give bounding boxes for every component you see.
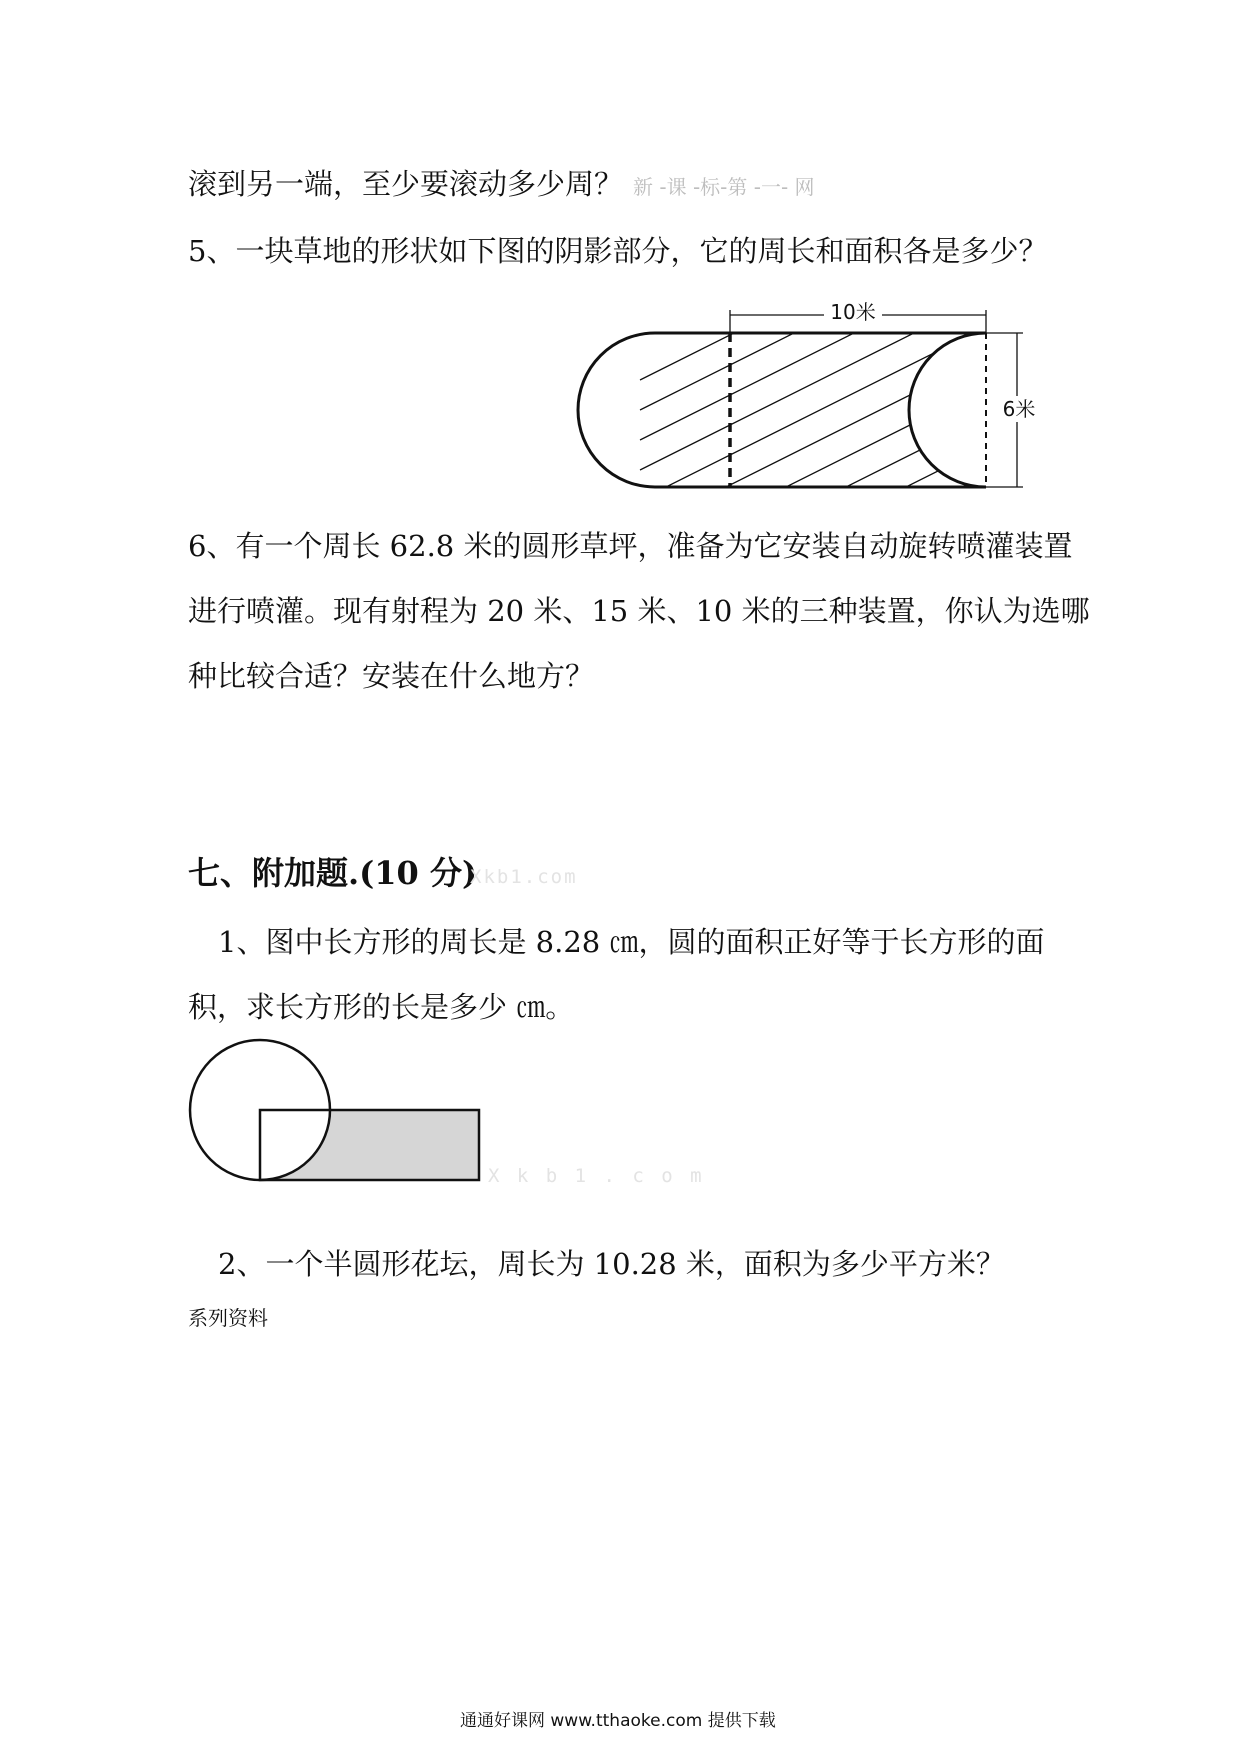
page-footer: 通通好课网 www.tthaoke.com 提供下载	[460, 1711, 776, 1731]
question-5: 5、一块草地的形状如下图的阴影部分，它的周长和面积各是多少？	[188, 234, 1048, 268]
figure-2-watermark: X k b 1 . c o m	[488, 1165, 705, 1187]
hatch-shading	[640, 190, 1020, 740]
grass-area-figure	[640, 290, 1040, 520]
section-7-watermark: Xkb1.com	[470, 866, 578, 888]
question-6-line-1: 6、有一个周长 62.8 米的圆形草坪，准备为它安装自动旋转喷灌装置	[188, 529, 1073, 563]
question-6-line-3: 种比较合适？安装在什么地方？	[188, 659, 595, 693]
watermark-text: 新 -课 -标-第 -一- 网	[633, 175, 815, 199]
bonus-question-2: 2、一个半圆形花坛，周长为 10.28 米，面积为多少平方米？	[218, 1247, 1005, 1281]
right-semicircle	[909, 333, 986, 487]
circle-rectangle-figure	[185, 1040, 505, 1180]
question-4-continuation	[188, 167, 815, 201]
height-label: 6米	[1002, 397, 1036, 421]
question-6-line-2: 进行喷灌。现有射程为 20 米、15 米、10 米的三种装置，你认为选哪	[188, 594, 1090, 628]
left-semicircle	[578, 333, 730, 487]
question-4-text: 滚到另一端，至少要滚动多少周？	[188, 167, 624, 201]
series-material-label: 系列资料	[188, 1306, 268, 1330]
bonus-question-1-line-1: 1、图中长方形的周长是 8.28 ㎝，圆的面积正好等于长方形的面	[218, 925, 1045, 959]
width-label: 10米	[830, 300, 876, 324]
section-7-heading: 七、附加题.(10 分)	[188, 854, 478, 892]
bonus-question-1-line-2: 积，求长方形的长是多少 ㎝。	[188, 990, 575, 1024]
